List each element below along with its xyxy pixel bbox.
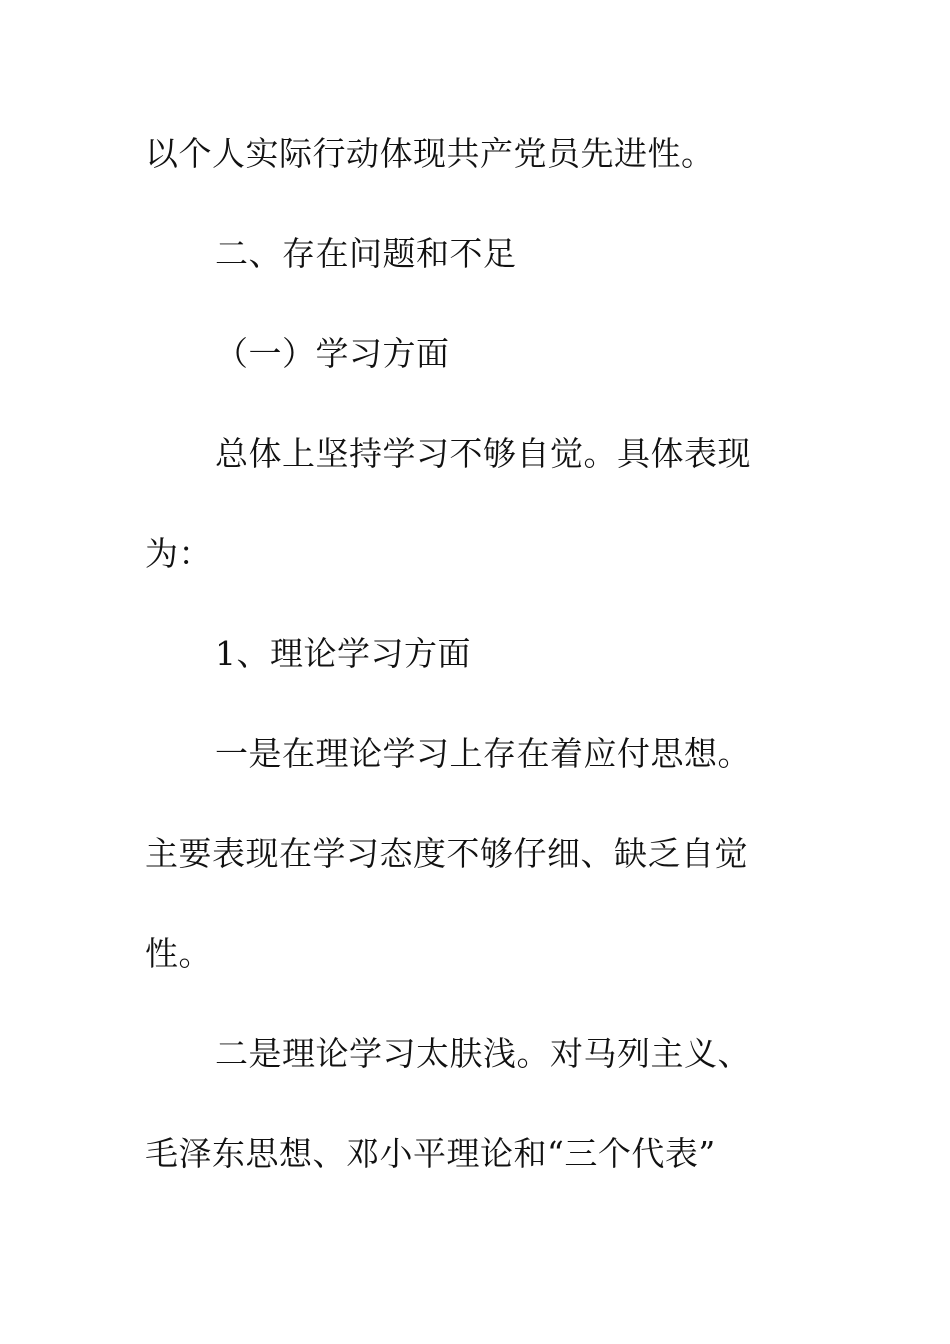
text-line: 性。	[145, 934, 212, 973]
subsection-heading: （一）学习方面	[215, 334, 450, 373]
numbered-heading: 1、理论学习方面	[215, 634, 471, 673]
text-line: 一是在理论学习上存在着应付思想。	[215, 734, 751, 773]
text-line: 二是理论学习太肤浅。对马列主义、	[215, 1034, 751, 1073]
section-heading: 二、存在问题和不足	[215, 234, 517, 273]
text-line: 毛泽东思想、邓小平理论和“三个代表”	[145, 1134, 716, 1173]
text-line: 主要表现在学习态度不够仔细、缺乏自觉	[145, 834, 748, 873]
text-line: 总体上坚持学习不够自觉。具体表现	[215, 434, 751, 473]
document-body	[145, 124, 795, 1224]
text-line: 以个人实际行动体现共产党员先进性。	[145, 134, 715, 173]
text-line: 为：	[145, 534, 212, 573]
